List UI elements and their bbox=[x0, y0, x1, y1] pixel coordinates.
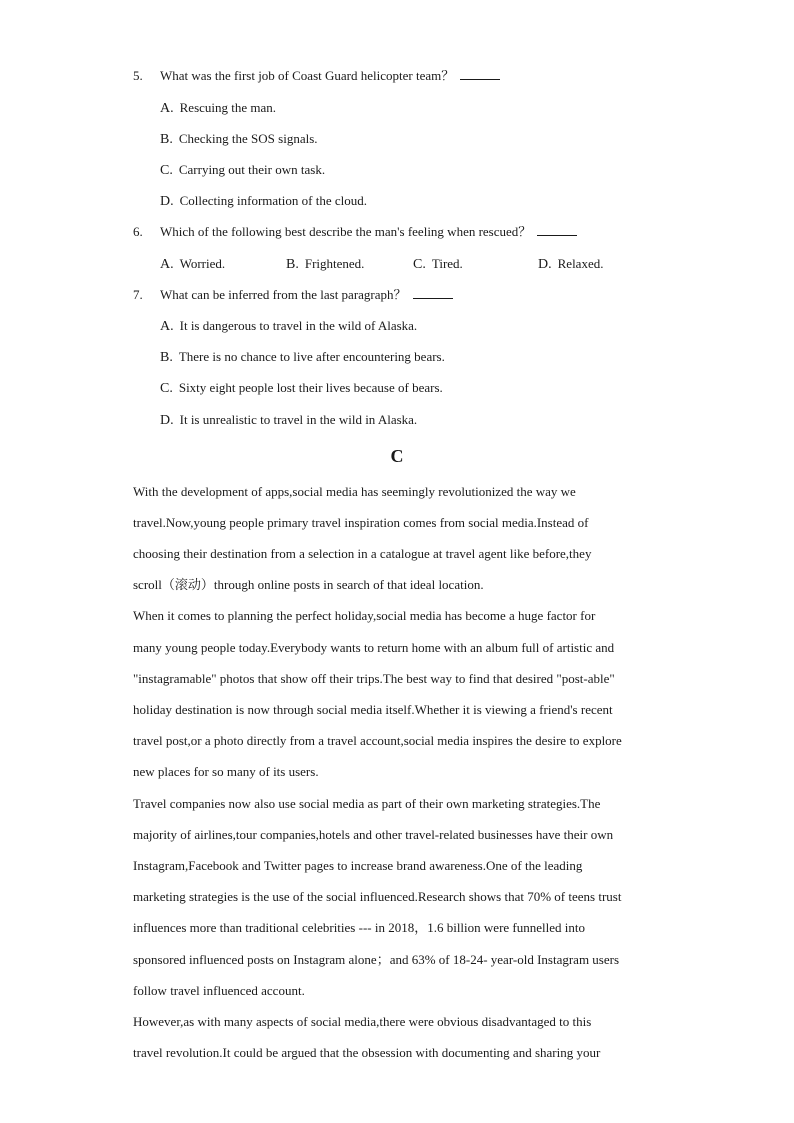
passage-line: When it comes to planning the perfect holiday,social media has become a huge factor for bbox=[133, 608, 596, 623]
section-title: C bbox=[390, 446, 404, 466]
passage-line: Travel companies now also use social media as part of their own marketing strategies.The bbox=[133, 796, 601, 811]
passage-line: travel post,or a photo directly from a travel account,social media inspires the desire to explore bbox=[133, 733, 622, 748]
option-5a[interactable]: A. Rescuing the man. bbox=[160, 100, 277, 116]
option-5d[interactable]: D. Collecting information of the cloud. bbox=[160, 193, 368, 209]
option-6d[interactable]: D. Relaxed. bbox=[538, 256, 604, 272]
passage-line: Instagram,Facebook and Twitter pages to increase brand awareness.One of the leading bbox=[133, 858, 583, 873]
passage-line: new places for so many of its users. bbox=[133, 764, 319, 779]
option-7b[interactable]: B. There is no chance to live after encountering bears. bbox=[160, 349, 445, 365]
passage-line: choosing their destination from a selection in a catalogue at travel agent like before,they bbox=[133, 546, 592, 561]
option-7a[interactable]: A. It is dangerous to travel in the wild of Alaska. bbox=[160, 318, 418, 334]
passage-line: travel.Now,young people primary travel inspiration comes from social media.Instead of bbox=[133, 515, 589, 530]
answer-blank[interactable] bbox=[537, 224, 577, 236]
passage-line: follow travel influenced account. bbox=[133, 983, 305, 998]
option-6a[interactable]: A. Worried. bbox=[160, 256, 226, 272]
passage-line: travel revolution.It could be argued that the obsession with documenting and sharing your bbox=[133, 1045, 601, 1060]
option-5c[interactable]: C. Carrying out their own task. bbox=[160, 162, 326, 178]
question-number: 7. bbox=[133, 287, 143, 302]
passage-line: holiday destination is now through social media itself.Whether it is viewing a friend's recent bbox=[133, 702, 613, 717]
answer-blank[interactable] bbox=[413, 287, 453, 299]
passage-line: However,as with many aspects of social media,there were obvious disadvantaged to this bbox=[133, 1014, 592, 1029]
passage-line: majority of airlines,tour companies,hotels and other travel-related businesses have their own bbox=[133, 827, 614, 842]
passage-line: many young people today.Everybody wants to return home with an album full of artistic and bbox=[133, 640, 615, 655]
option-6b[interactable]: B. Frightened. bbox=[286, 256, 365, 272]
question-text: What can be inferred from the last paragraph？ bbox=[160, 287, 453, 303]
option-6c[interactable]: C. Tired. bbox=[413, 256, 463, 272]
question-number: 5. bbox=[133, 68, 143, 83]
passage-line: sponsored influenced posts on Instagram alone；and 63% of 18-24- year-old Instagram users bbox=[133, 952, 620, 967]
passage-line: With the development of apps,social media has seemingly revolutionized the way we bbox=[133, 484, 576, 499]
passage-line: "instagramable" photos that show off their trips.The best way to find that desired "post-able" bbox=[133, 671, 615, 686]
option-5b[interactable]: B. Checking the SOS signals. bbox=[160, 131, 318, 147]
question-number: 6. bbox=[133, 224, 143, 239]
option-7c[interactable]: C. Sixty eight people lost their lives because of bears. bbox=[160, 380, 443, 396]
passage-line: influences more than traditional celebrities --- in 2018，1.6 billion were funnelled into bbox=[133, 920, 585, 935]
question-text: Which of the following best describe the man's feeling when rescued？ bbox=[160, 224, 577, 240]
option-7d[interactable]: D. It is unrealistic to travel in the wild in Alaska. bbox=[160, 412, 418, 428]
passage-line: marketing strategies is the use of the social influenced.Research shows that 70% of teens trust bbox=[133, 889, 622, 904]
answer-blank[interactable] bbox=[460, 68, 500, 80]
passage-line: scroll（滚动）through online posts in search of that ideal location. bbox=[133, 577, 484, 592]
question-text: What was the first job of Coast Guard helicopter team？ bbox=[160, 68, 500, 84]
